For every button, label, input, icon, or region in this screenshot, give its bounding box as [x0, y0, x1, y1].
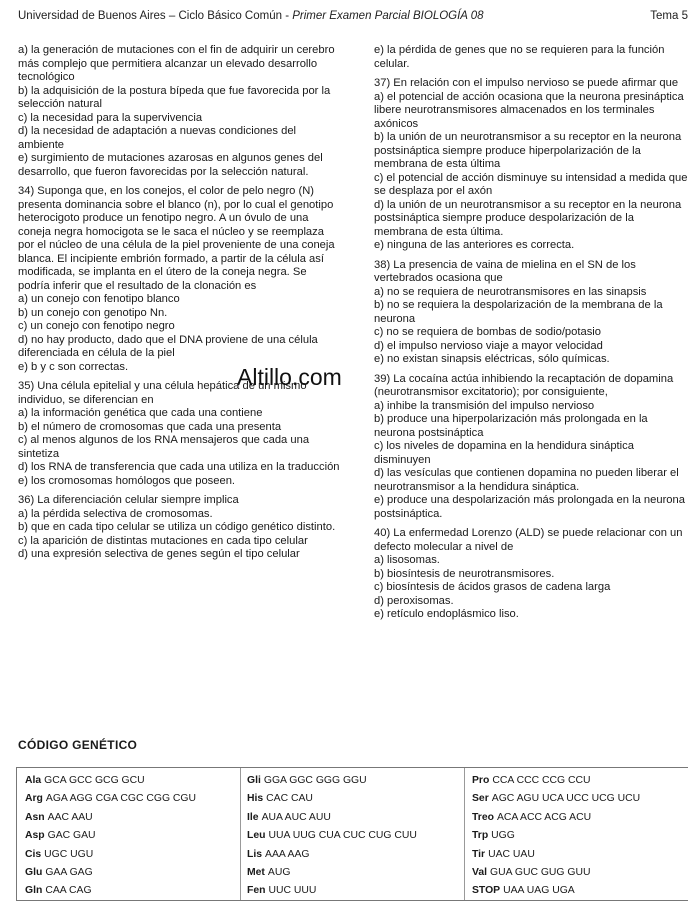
option: b) biosíntesis de neurotransmisores. [374, 567, 555, 580]
codon-row [472, 809, 640, 827]
codon-column-3 [472, 772, 640, 901]
option: c) al menos algunos de los RNA mensajeros que cada una sintetiza [18, 434, 310, 460]
question-39 [374, 373, 688, 522]
codons: GAC GAU [47, 830, 96, 842]
option: a) la información genética que cada una contiene [18, 407, 263, 419]
option: a) inhibe la transmisión del impulso nervioso [374, 399, 595, 412]
amino-acid: Ala [25, 775, 42, 786]
option: b) no se requiera la despolarización de la membrana de la neurona [374, 299, 663, 325]
option: b) produce una hiperpolarización más prolongada en la neurona postsináptica [374, 413, 648, 439]
amino-acid: Glu [25, 867, 43, 879]
question-40 [374, 527, 688, 622]
option: c) biosíntesis de ácidos grasos de cadena larga [374, 581, 611, 593]
codons: UGC UGU [44, 848, 94, 860]
exam-title-plain: Universidad de Buenos Aires – Ciclo Básico Común - [18, 10, 293, 22]
exam-title [18, 10, 484, 22]
codons: AUA AUC AUU [261, 811, 331, 823]
codons: CAC CAU [266, 793, 313, 805]
codon-column-2 [247, 772, 417, 901]
amino-acid: STOP [472, 885, 501, 897]
question-37 [374, 77, 688, 253]
left-column [18, 44, 340, 562]
amino-acid: Pro [472, 775, 490, 786]
codon-row [25, 827, 196, 845]
option: e) los cromosomas homólogos que poseen. [18, 474, 236, 487]
question-stem: 35) Una célula epitelial y una célula hepática de un mismo individuo, se diferencian en [18, 380, 307, 406]
option: e) no existan sinapsis eléctricas, sólo químicas. [374, 353, 610, 365]
codons: UAA UAG UGA [503, 885, 575, 897]
codon-row [25, 864, 196, 882]
codons: UAC UAU [488, 848, 535, 860]
codon-row [25, 846, 196, 864]
codon-row [247, 846, 417, 864]
question-stem: 40) La enfermedad Lorenzo (ALD) se puede relacionar con un defecto molecular a nivel de [374, 527, 683, 553]
option: b) la adquisición de la postura bípeda que fue favorecida por la selección natural [18, 84, 331, 110]
codons: GCA GCC GCG GCU [44, 775, 145, 786]
option: b) la unión de un neurotransmisor a su receptor en la neurona postsináptica siempre produce hiperpolarización de la membrana de esta última [374, 131, 682, 170]
codon-row [247, 772, 417, 790]
amino-acid: Treo [472, 811, 494, 823]
option: d) no hay producto, dado que el DNA proviene de una célula diferenciada en célula de la piel [18, 333, 318, 359]
codon-row [247, 827, 417, 845]
codon-row [25, 882, 196, 900]
option: c) los niveles de dopamina en la hendidura sináptica disminuyen [374, 440, 634, 466]
codons: AGC AGU UCA UCC UCG UCU [491, 793, 641, 805]
option: d) las vesículas que contienen dopamina no pueden liberar el neurotransmisor a la hendidura sináptica. [374, 467, 679, 493]
amino-acid: His [247, 793, 264, 805]
question-36-continuation [374, 44, 688, 71]
codon-row [472, 882, 640, 900]
option: d) una expresión selectiva de genes según el tipo celular [18, 548, 300, 560]
codons: GGA GGC GGG GGU [263, 775, 367, 786]
codon-row [25, 790, 196, 808]
amino-acid: Gli [247, 775, 261, 786]
option: e) b y c son correctas. [18, 360, 129, 373]
codons: CAA CAG [45, 885, 92, 897]
codons: UGG [491, 830, 515, 842]
question-33-continuation [18, 44, 340, 179]
question-stem: 39) La cocaína actúa inhibiendo la recaptación de dopamina (neurotransmisor excitatorio); por consiguiente, [374, 372, 674, 398]
option: d) la unión de un neurotransmisor a su receptor en la neurona postsináptica siempre produce despolarización de la membrana de esta última. [374, 198, 682, 238]
codons: ACA ACC ACG ACU [496, 811, 592, 823]
codons: GUA GUC GUG GUU [490, 867, 591, 879]
option: d) peroxisomas. [374, 594, 454, 607]
option: e) ninguna de las anteriores es correcta. [374, 239, 575, 251]
codons: AUG [267, 867, 291, 879]
codon-column-1 [25, 772, 196, 901]
amino-acid: Ser [472, 793, 489, 805]
option: c) un conejo con fenotipo negro [18, 320, 175, 332]
amino-acid: Arg [25, 793, 43, 805]
amino-acid: Val [472, 867, 488, 879]
codon-row [247, 790, 417, 808]
question-stem: 38) La presencia de vaina de mielina en el SN de los vertebrados ocasiona que [374, 258, 636, 284]
codon-row [472, 772, 640, 790]
genetic-code-title: CÓDIGO GENÉTICO [18, 738, 138, 752]
question-36 [18, 494, 340, 562]
option: e) la pérdida de genes que no se requieren para la función celular. [374, 44, 665, 70]
codon-row [472, 827, 640, 845]
option: a) lisosomas. [374, 554, 440, 566]
exam-title-italic: Primer Examen Parcial BIOLOGÍA 08 [292, 10, 484, 22]
question-34 [18, 185, 340, 374]
option: e) retículo endoplásmico liso. [374, 608, 519, 620]
amino-acid: Trp [472, 830, 489, 842]
option: c) no se requiera de bombas de sodio/potasio [374, 326, 602, 338]
question-stem: 37) En relación con el impulso nervioso se puede afirmar que [374, 77, 679, 89]
option: d) el impulso nervioso viaje a mayor velocidad [374, 339, 603, 352]
amino-acid: Leu [247, 830, 266, 842]
codons: AAC AAU [47, 811, 93, 823]
option: b) un conejo con genotipo Nn. [18, 306, 168, 319]
genetic-code-table [16, 767, 688, 901]
codon-row [472, 790, 640, 808]
codons: UUA UUG CUA CUC CUG CUU [268, 830, 417, 842]
codons: AAA AAG [265, 848, 310, 860]
codon-row [472, 846, 640, 864]
question-stem: 36) La diferenciación celular siempre implica [18, 494, 239, 506]
exam-version: Tema 5 [650, 10, 688, 22]
question-stem: 34) Suponga que, en los conejos, el color de pelo negro (N) presenta dominancia sobre el blanco (n), por lo cual el genotipo heterocigoto produce un fenotipo negro. A un óvulo de una coneja negra homocigota se le saca el núcleo y se reemplaza por el núcleo de una célula de la piel proveniente de una coneja blanca. El incipiente embrión formado, a partir de la célula así modificada, se implanta en el útero de la coneja negra. Se podría inferir que el resultado de la clonación es [18, 185, 335, 292]
option: a) un conejo con fenotipo blanco [18, 293, 180, 305]
right-column [374, 44, 688, 622]
amino-acid: Asp [25, 830, 45, 842]
amino-acid: Fen [247, 885, 266, 897]
option: b) el número de cromosomas que cada una presenta [18, 420, 282, 433]
codons: CCA CCC CCG CCU [492, 775, 591, 786]
column-divider [464, 768, 465, 900]
option: c) la necesidad para la supervivencia [18, 111, 203, 124]
page-header [18, 10, 688, 26]
codons: GAA GAG [45, 867, 93, 879]
amino-acid: Lis [247, 848, 263, 860]
option: d) la necesidad de adaptación a nuevas condiciones del ambiente [18, 125, 297, 151]
codon-row [472, 864, 640, 882]
codon-row [247, 809, 417, 827]
option: a) la pérdida selectiva de cromosomas. [18, 507, 213, 520]
amino-acid: Cis [25, 848, 42, 860]
site-watermark: Altillo.com [237, 364, 342, 390]
option: a) no se requiera de neurotransmisores en las sinapsis [374, 285, 647, 298]
amino-acid: Tir [472, 848, 486, 860]
amino-acid: Ile [247, 811, 259, 823]
option: c) el potencial de acción disminuye su intensidad a medida que se desplaza por el axón [374, 171, 688, 197]
codons: UUC UUU [268, 885, 317, 897]
codon-row [25, 809, 196, 827]
amino-acid: Asn [25, 811, 45, 823]
codon-row [25, 772, 196, 790]
option: e) surgimiento de mutaciones azarosas en algunos genes del desarrollo, que fueron favorecidas por la selección natural. [18, 152, 323, 178]
option: d) los RNA de transferencia que cada una utiliza en la traducción [18, 461, 340, 473]
question-38 [374, 259, 688, 367]
option: c) la aparición de distintas mutaciones en cada tipo celular [18, 534, 308, 547]
option: e) produce una despolarización más prolongada en la neurona postsináptica. [374, 494, 685, 520]
option: a) la generación de mutaciones con el fin de adquirir un cerebro más complejo que permitiera alcanzar un elevado desarrollo tecnológico [18, 44, 335, 83]
option: b) que en cada tipo celular se utiliza un código genético distinto. [18, 521, 336, 533]
codons: AGA AGG CGA CGC CGG CGU [45, 793, 197, 805]
question-35 [18, 380, 340, 488]
codon-row [247, 882, 417, 900]
codon-row [247, 864, 417, 882]
amino-acid: Gln [25, 885, 43, 897]
option: a) el potencial de acción ocasiona que la neurona presináptica libere neurotransmisores almacenados en los terminales axónicos [374, 90, 684, 130]
column-divider [240, 768, 241, 900]
amino-acid: Met [247, 867, 265, 879]
